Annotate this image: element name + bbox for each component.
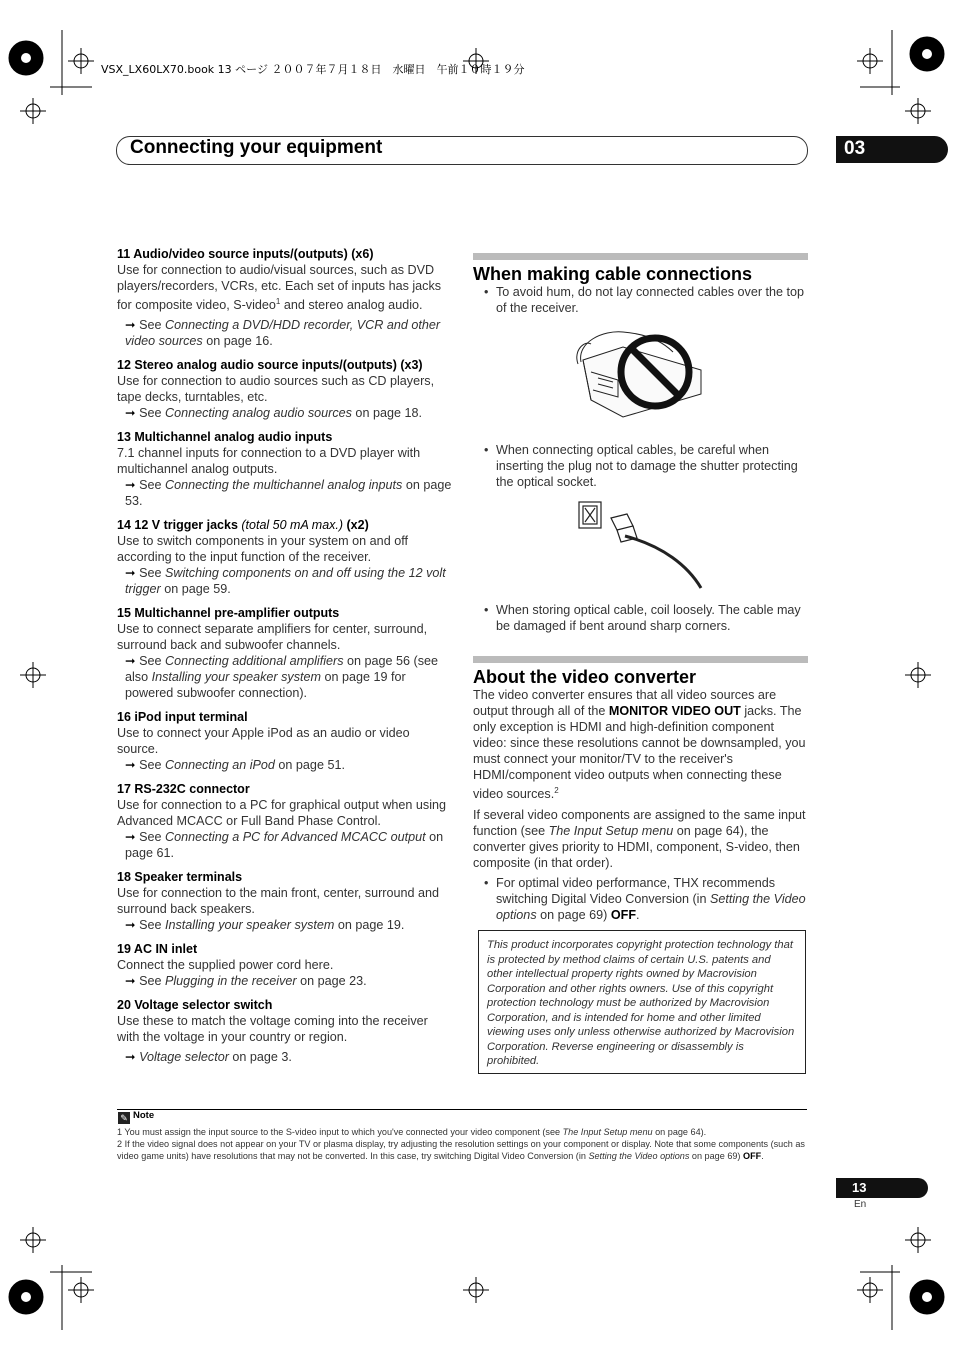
item-heading: 12 Stereo analog audio source inputs/(outputs) (x3) — [117, 358, 423, 373]
crosshair-mark — [68, 48, 94, 74]
see-reference: ➞ See Connecting additional amplifiers on page 56 (see also Installing your speaker system on page 19 for powered subwoofer connection). — [125, 654, 439, 701]
crosshair-mark — [463, 1277, 489, 1303]
starburst-mark-bottom-left — [9, 1280, 43, 1314]
bullet-icon: • — [484, 443, 489, 457]
chapter-number: 03 — [844, 138, 866, 159]
crosshair-mark — [68, 1277, 94, 1303]
chapter-title: Connecting your equipment — [130, 137, 383, 158]
item-body: 7.1 channel inputs for connection to a DVD player with multichannel analog outputs. — [117, 446, 421, 477]
bullet-item: • For optimal video performance, THX recommends switching Digital Video Conversion (in Setting the Video options on page 69) OFF. — [484, 876, 806, 923]
arrow-icon: ➞ — [125, 918, 136, 933]
note-label: Note — [133, 1110, 155, 1121]
item-heading: 18 Speaker terminals — [117, 870, 243, 885]
footnote: 1 You must assign the input source to the S-video input to which you've connected your video component (see The Input Setup menu on page 64). — [117, 1127, 707, 1137]
item-body: Use for connection to the main front, center, surround and surround back speakers. — [117, 886, 440, 917]
item-body: Use for connection to audio sources such as CD players, tape decks, turntables, etc. — [117, 374, 435, 405]
bullet-item: • To avoid hum, do not lay connected cables over the top of the receiver. — [484, 285, 805, 315]
section-bar — [473, 656, 808, 663]
see-reference: ➞ Voltage selector on page 3. — [125, 1050, 292, 1065]
item-heading: 19 AC IN inlet — [117, 942, 198, 957]
page-number-tab — [836, 1178, 928, 1198]
bullet-icon: • — [484, 603, 489, 617]
starburst-mark-top-right — [910, 37, 944, 71]
arrow-icon: ➞ — [125, 406, 136, 421]
item-heading: 16 iPod input terminal — [117, 710, 248, 725]
bullet-icon: • — [484, 876, 489, 891]
converter-paragraph: If several video components are assigned to the same input function (see The Input Setup menu on page 64), the converter gives priority to HDMI, component, S-video, then composite (in that order). — [473, 808, 806, 871]
see-reference: ➞ See Connecting a PC for Advanced MCACC output on page 61. — [125, 830, 444, 861]
item-heading: 15 Multichannel pre-amplifier outputs — [117, 606, 340, 621]
arrow-icon: ➞ — [125, 318, 136, 333]
note-divider — [117, 1109, 807, 1110]
item-heading: 14 12 V trigger jacks (total 50 mA max.) (x2) — [117, 518, 369, 533]
page-number: 13 — [852, 1180, 867, 1195]
crosshair-mark — [20, 98, 46, 124]
see-reference: ➞ See Connecting an iPod on page 51. — [125, 758, 345, 773]
section-bar — [473, 253, 808, 260]
item-body: Use to switch components in your system on and off according to the input function of the receiver. — [117, 534, 408, 565]
item-body: Use for connection to audio/visual sources, such as DVD players/recorders, VCRs, etc. Each set of inputs has jacks for composite video, S-video$^1$ and stereo analog audio. — [117, 263, 442, 313]
starburst-mark-top-left — [9, 41, 43, 75]
see-reference: ➞ See Connecting the multichannel analog inputs on page 53. — [125, 478, 452, 509]
arrow-icon: ➞ — [125, 478, 136, 493]
arrow-icon: ➞ — [125, 1050, 136, 1065]
arrow-icon: ➞ — [125, 654, 136, 669]
item-body: Use to connect your Apple iPod as an audio or video source. — [117, 726, 410, 757]
item-body: Use to connect separate amplifiers for center, surround, surround back and subwoofer channels. — [117, 622, 428, 653]
item-body: Connect the supplied power cord here. — [117, 958, 334, 973]
see-reference: ➞ See Connecting analog audio sources on page 18. — [125, 406, 422, 421]
crosshair-mark — [905, 1227, 931, 1253]
crosshair-mark — [905, 662, 931, 688]
copyright-text: This product incorporates copyright protection technology that is protected by method claims of certain U.S. patents and other intellectual property rights owned by Macrovision Corporation and other rights owners. Use of this copyright protection technology must be authorized by Macrovision Corporation, and is intended for home and other limited viewing uses only unless otherwise authorized by Macrovision Corporation. Reverse engineering or disassembly is prohibited. — [487, 939, 795, 1067]
section-title-cable: When making cable connections — [473, 264, 753, 284]
page-language: En — [854, 1199, 867, 1210]
item-body: Use these to match the voltage coming into the receiver with the voltage in your country or region. — [117, 1014, 428, 1045]
item-heading: 20 Voltage selector switch — [117, 998, 273, 1013]
item-heading: 13 Multichannel analog audio inputs — [117, 430, 333, 445]
optical-plug-illustration — [473, 496, 809, 594]
arrow-icon: ➞ — [125, 974, 136, 989]
left-column — [117, 246, 453, 1065]
arrow-icon: ➞ — [125, 830, 136, 845]
starburst-mark-bottom-right — [910, 1280, 944, 1314]
crosshair-mark — [857, 48, 883, 74]
crosshair-mark — [905, 98, 931, 124]
see-reference: ➞ See Connecting a DVD/HDD recorder, VCR and other video sources on page 16. — [125, 318, 441, 349]
book-file-info: VSX_LX60LX70.book 13 ページ ２００７年７月１８日 水曜日 午前１０時１９分 — [101, 63, 525, 76]
item-body: Use for connection to a PC for graphical output when using Advanced MCACC or Full Band Phase Control. — [117, 798, 447, 829]
section-title-converter: About the video converter — [473, 667, 697, 687]
bullet-icon: • — [484, 285, 489, 299]
right-column — [473, 253, 809, 923]
footnote: 2 If the video signal does not appear on your TV or plasma display, try adjusting the resolution settings on your component or display. Note that some components (such as video game units) have resolutions that may not be converted. In this case, try switching Digital Video Conversion (in Setting the Video options on page 69) OFF. — [117, 1139, 805, 1161]
copyright-notice-box — [478, 930, 806, 1074]
bullet-item: • When connecting optical cables, be careful when inserting the plug not to damage the shutter protecting the optical socket. — [484, 443, 798, 489]
arrow-icon: ➞ — [125, 566, 136, 581]
note-icon: ✎ — [118, 1112, 130, 1124]
receiver-no-cables-illustration — [473, 322, 809, 432]
arrow-icon: ➞ — [125, 758, 136, 773]
converter-paragraph: The video converter ensures that all video sources are output through all of the MONITOR VIDEO OUT jacks. The only exception is HDMI and high-definition component video: since these resolutions cannot be downsampled, you must connect your monitor/TV to the receiver's HDMI/component video outputs when connecting these video sources.$^2$ — [473, 688, 806, 802]
see-reference: ➞ See Switching components on and off using the 12 volt trigger on page 59. — [125, 566, 446, 597]
see-reference: ➞ See Installing your speaker system on page 19. — [125, 918, 405, 933]
crosshair-mark — [20, 1227, 46, 1253]
crosshair-mark — [857, 1277, 883, 1303]
footnotes — [117, 1126, 807, 1162]
crosshair-mark — [20, 662, 46, 688]
chapter-number-tab — [836, 136, 948, 163]
bullet-item: • When storing optical cable, coil loosely. The cable may be damaged if bent around sharp corners. — [484, 603, 801, 633]
item-heading: 17 RS-232C connector — [117, 782, 250, 797]
see-reference: ➞ See Plugging in the receiver on page 23. — [125, 974, 367, 989]
item-heading: 11 Audio/video source inputs/(outputs) (x6) — [117, 247, 374, 261]
